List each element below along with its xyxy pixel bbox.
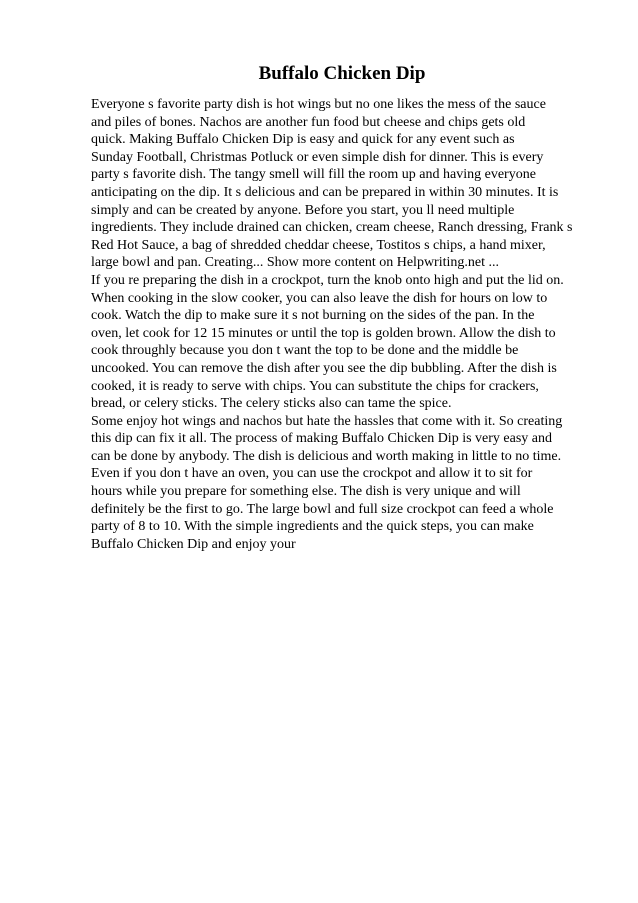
- body-line: If you re preparing the dish in a crockpot, turn the knob onto high and put the lid on.: [91, 272, 564, 288]
- body-line: large bowl and pan. Creating... Show more content on Helpwriting.net ...: [91, 255, 499, 271]
- body-line: hours while you prepare for something else. The dish is very unique and will: [91, 484, 521, 500]
- body-line: simply and can be created by anyone. Before you start, you ll need multiple: [91, 202, 515, 218]
- body-line: Everyone s favorite party dish is hot wings but no one likes the mess of the sauce: [91, 97, 546, 112]
- body-line: When cooking in the slow cooker, you can also leave the dish for hours on low to: [91, 290, 548, 306]
- body-line: cook throughly because you don t want the top to be done and the middle be: [91, 343, 519, 359]
- body-line: oven, let cook for 12 15 minutes or until the top is golden brown. Allow the dish to: [91, 325, 556, 341]
- body-line: uncooked. You can remove the dish after you see the dip bubbling. After the dish is: [91, 360, 557, 376]
- body-line: party s favorite dish. The tangy smell will fill the room up and having everyone: [91, 167, 536, 183]
- body-line: anticipating on the dip. It s delicious and can be prepared in within 30 minutes. It is: [91, 184, 559, 200]
- document-body: [91, 96, 611, 553]
- body-line: cook. Watch the dip to make sure it s not burning on the sides of the pan. In the: [91, 308, 535, 324]
- body-line: Buffalo Chicken Dip and enjoy your: [91, 536, 296, 552]
- body-line: ingredients. They include drained can chicken, cream cheese, Ranch dressing, Frank s: [91, 220, 573, 236]
- body-line: bread, or celery sticks. The celery sticks also can tame the spice.: [91, 396, 452, 412]
- body-line: and piles of bones. Nachos are another fun food but cheese and chips gets old: [91, 114, 526, 130]
- body-line: Even if you don t have an oven, you can use the crockpot and allow it to sit for: [91, 466, 533, 482]
- body-line: this dip can fix it all. The process of making Buffalo Chicken Dip is very easy and: [91, 431, 552, 447]
- body-line: party of 8 to 10. With the simple ingredients and the quick steps, you can make: [91, 519, 534, 535]
- body-line: Red Hot Sauce, a bag of shredded cheddar cheese, Tostitos s chips, a hand mixer,: [91, 237, 546, 253]
- body-line: Sunday Football, Christmas Potluck or even simple dish for dinner. This is every: [91, 149, 544, 165]
- body-line: Some enjoy hot wings and nachos but hate the hassles that come with it. So creating: [91, 413, 563, 429]
- body-line: definitely be the first to go. The large bowl and full size crockpot can feed a whole: [91, 501, 554, 517]
- document-title: Buffalo Chicken Dip: [258, 63, 426, 84]
- body-line: quick. Making Buffalo Chicken Dip is easy and quick for any event such as: [91, 132, 515, 148]
- body-line: cooked, it is ready to serve with chips. You can substitute the chips for crackers,: [91, 378, 539, 394]
- body-line: can be done by anybody. The dish is delicious and worth making in little to no time.: [91, 448, 562, 464]
